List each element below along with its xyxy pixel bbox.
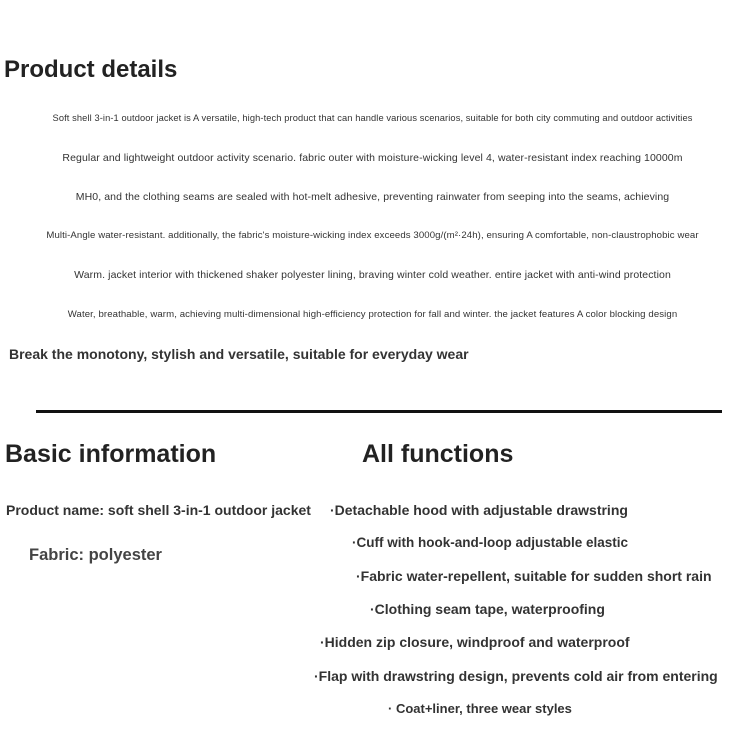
- function-item: ·Flap with drawstring design, prevents cold air from entering: [314, 668, 718, 684]
- function-item: ·Hidden zip closure, windproof and waterproof: [320, 634, 630, 650]
- fabric-info: Fabric: polyester: [29, 546, 162, 564]
- all-functions-heading: All functions: [362, 440, 514, 468]
- function-item: ·Cuff with hook-and-loop adjustable elastic: [352, 535, 629, 550]
- section-divider: [36, 410, 722, 413]
- function-item: ·Detachable hood with adjustable drawstring: [330, 502, 628, 518]
- description-line-5: Warm. jacket interior with thickened shaker polyester lining, braving winter cold weather. entire jacket with anti-wind protection: [74, 269, 671, 281]
- product-name: Product name: soft shell 3-in-1 outdoor jacket: [6, 502, 311, 518]
- basic-information-heading: Basic information: [5, 440, 217, 468]
- description-line-4: Multi-Angle water-resistant. additionally, the fabric's moisture-wicking index exceeds 3000g/(m²·24h), ensuring A comfortable, non-claustrophobic wear: [46, 230, 699, 241]
- function-item: · Coat+liner, three wear styles: [388, 701, 572, 716]
- tagline: Break the monotony, stylish and versatile, suitable for everyday wear: [9, 346, 469, 362]
- function-item: ·Fabric water-repellent, suitable for sudden short rain: [356, 568, 712, 584]
- description-line-1: Soft shell 3-in-1 outdoor jacket is A versatile, high-tech product that can handle various scenarios, suitable for both city commuting and outdoor activities: [52, 113, 693, 123]
- function-item: ·Clothing seam tape, waterproofing: [370, 601, 605, 617]
- product-details-heading: Product details: [4, 56, 178, 83]
- description-line-6: Water, breathable, warm, achieving multi-dimensional high-efficiency protection for fall and winter. the jacket features A color blocking design: [67, 309, 678, 320]
- description-line-2: Regular and lightweight outdoor activity scenario. fabric outer with moisture-wicking level 4, water-resistant index reaching 10000m: [62, 152, 683, 164]
- description-line-3: MH0, and the clothing seams are sealed with hot-melt adhesive, preventing rainwater from seeping into the seams, achieving: [75, 191, 670, 203]
